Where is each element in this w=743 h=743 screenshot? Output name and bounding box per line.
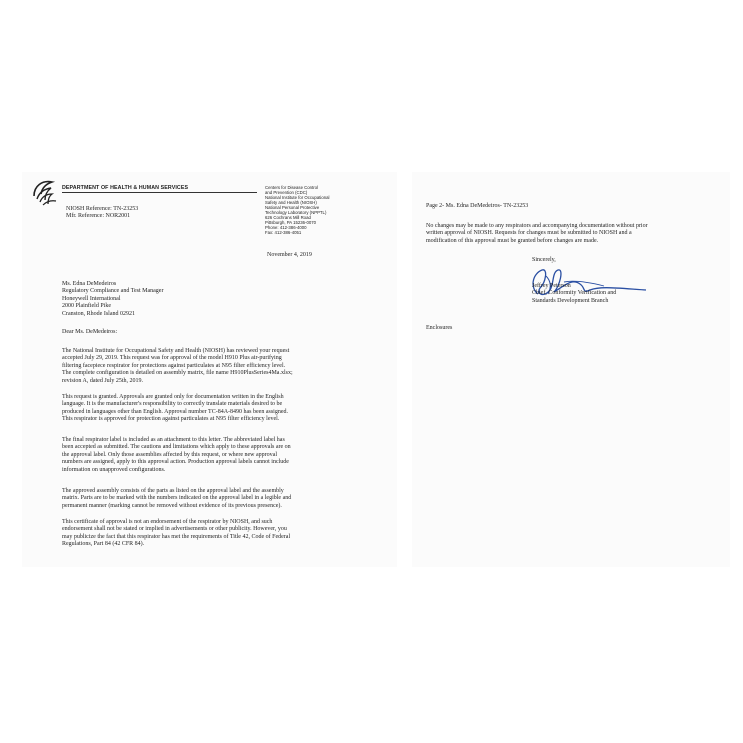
paragraph-line: matrix. Parts are to be marked with the numbers indicated on the approval label in a legible and — [62, 495, 292, 502]
mfr-reference: Mfr. Reference: NOR2001 — [66, 213, 131, 219]
letterhead-rule — [62, 192, 257, 193]
paragraph-line: No changes may be made to any respirators and accompanying documentation without prior — [426, 223, 648, 229]
paragraph-line: modification of this approval must be granted before changes are made. — [426, 237, 599, 244]
department-name: DEPARTMENT OF HEALTH & HUMAN SERVICES — [62, 185, 189, 191]
agency-line: Technology Laboratory (NPPTL) — [265, 210, 327, 215]
niosh-reference: NIOSH Reference: TN-23253 — [66, 206, 139, 212]
signer-name: Jeffrey Peterson — [532, 283, 571, 289]
paragraph-line: The complete configuration is detailed on assembly matrix, file name H910PlusSeries4Ma.xlsx; — [62, 370, 293, 377]
paragraph-line: numbers are assigned, apply to this approval action. Production approval labels cannot include — [62, 459, 289, 466]
agency-line: 626 Cochrans Mill Road — [265, 215, 311, 220]
paragraph-line: accepted July 29, 2019. This request was for approval of the model H910 Plus air-purifying — [62, 355, 282, 362]
paragraph-line: The National Institute for Occupational Safety and Health (NIOSH) has reviewed your request — [62, 348, 290, 354]
paragraph-line: The final respirator label is included as an attachment to this letter. The abbreviated label has — [62, 437, 285, 443]
paragraph-line: revision A, dated July 25th, 2019. — [62, 377, 143, 384]
paragraph-line: endorsement shall not be stated or implied in advertisements or other publicity. However, you — [62, 526, 287, 533]
letter-page-2 — [412, 172, 730, 567]
paragraph-5 — [62, 519, 290, 549]
paragraph-line: language. It is the manufacturer's responsibility to correctly translate materials desired to be — [62, 401, 283, 408]
hhs-eagle-logo — [30, 178, 60, 210]
paragraph-line: filtering facepiece respirator for protections against particulates at N95 filter efficiency level. — [62, 362, 286, 369]
recipient-address — [62, 281, 163, 318]
paragraph-line: This certificate of approval is not an endorsement of the respirator by NIOSH, and such — [62, 519, 273, 525]
paragraph-line: The approved assembly consists of the parts as listed on the approval label and the assembly — [62, 488, 284, 494]
closing: Sincerely, — [532, 257, 556, 263]
agency-block — [265, 185, 330, 235]
paragraph-2 — [62, 394, 288, 424]
agency-line: National Personal Protective — [265, 205, 320, 210]
page-2-header: Page 2- Ms. Edna DeMedeiros- TN-23253 — [426, 203, 529, 209]
agency-line: Centers for Disease Control — [265, 185, 319, 190]
paragraph-3 — [62, 437, 291, 474]
letter-page-1 — [22, 172, 397, 567]
paragraph-line: Regulations, Part 84 (42 CFR 84). — [62, 541, 145, 548]
agency-line: National Institute for Occupational — [265, 195, 330, 200]
page-2-paragraph — [426, 223, 648, 245]
paragraph-line: permanent manner (marking cannot be removed without evidence of its previous presence). — [62, 502, 282, 509]
signer-branch: Standards Development Branch — [532, 297, 609, 304]
paragraph-line: information on unapproved configurations. — [62, 466, 166, 473]
paragraph-line: This request is granted. Approvals are granted only for documentation written in the English — [62, 394, 284, 400]
enclosures: Enclosures — [426, 325, 453, 331]
paragraph-line: may publicize the fact that this respirator has met the requirements of Title 42, Code of Federal — [62, 533, 291, 540]
paragraph-1 — [62, 348, 293, 385]
address-line: Honeywell International — [62, 295, 121, 302]
paragraph-4 — [62, 488, 291, 510]
signer-block — [532, 283, 616, 305]
paragraph-line: written approval of NIOSH. Requests for changes must be submitted to NIOSH and a — [426, 230, 632, 237]
paragraph-line: been accepted as submitted. The cautions and limitations which apply to these approvals are on — [62, 444, 291, 451]
paragraph-line: the approval label. Only those assemblies affected by this request, or where new approval — [62, 451, 277, 458]
address-line: Ms. Edna DeMedeiros — [62, 281, 117, 287]
address-line: Regulatory Compliance and Test Manager — [62, 288, 164, 295]
agency-line: and Prevention (CDC) — [265, 190, 308, 195]
agency-line: Phone: 412-386-4000 — [265, 225, 307, 230]
agency-line: Fax: 412-386-4051 — [265, 230, 302, 235]
agency-line: Pittsburgh, PA 15236-0070 — [265, 220, 317, 225]
agency-line: Safety and Health (NIOSH) — [265, 200, 317, 205]
address-line: 2000 Plainfield Pike — [62, 303, 111, 310]
salutation: Dear Ms. DeMedeiros: — [62, 329, 118, 335]
paragraph-line: This respirator is approved for protection against particulates at N95 filter efficiency level. — [62, 416, 280, 423]
letter-date: November 4, 2019 — [267, 252, 312, 258]
signer-title: Chief, Conformity Verification and — [532, 290, 617, 297]
address-line: Cranston, Rhode Island 02921 — [62, 310, 135, 317]
paragraph-line: produced in languages other than English. Approval number TC-84A-8490 has been assigned. — [62, 408, 289, 415]
